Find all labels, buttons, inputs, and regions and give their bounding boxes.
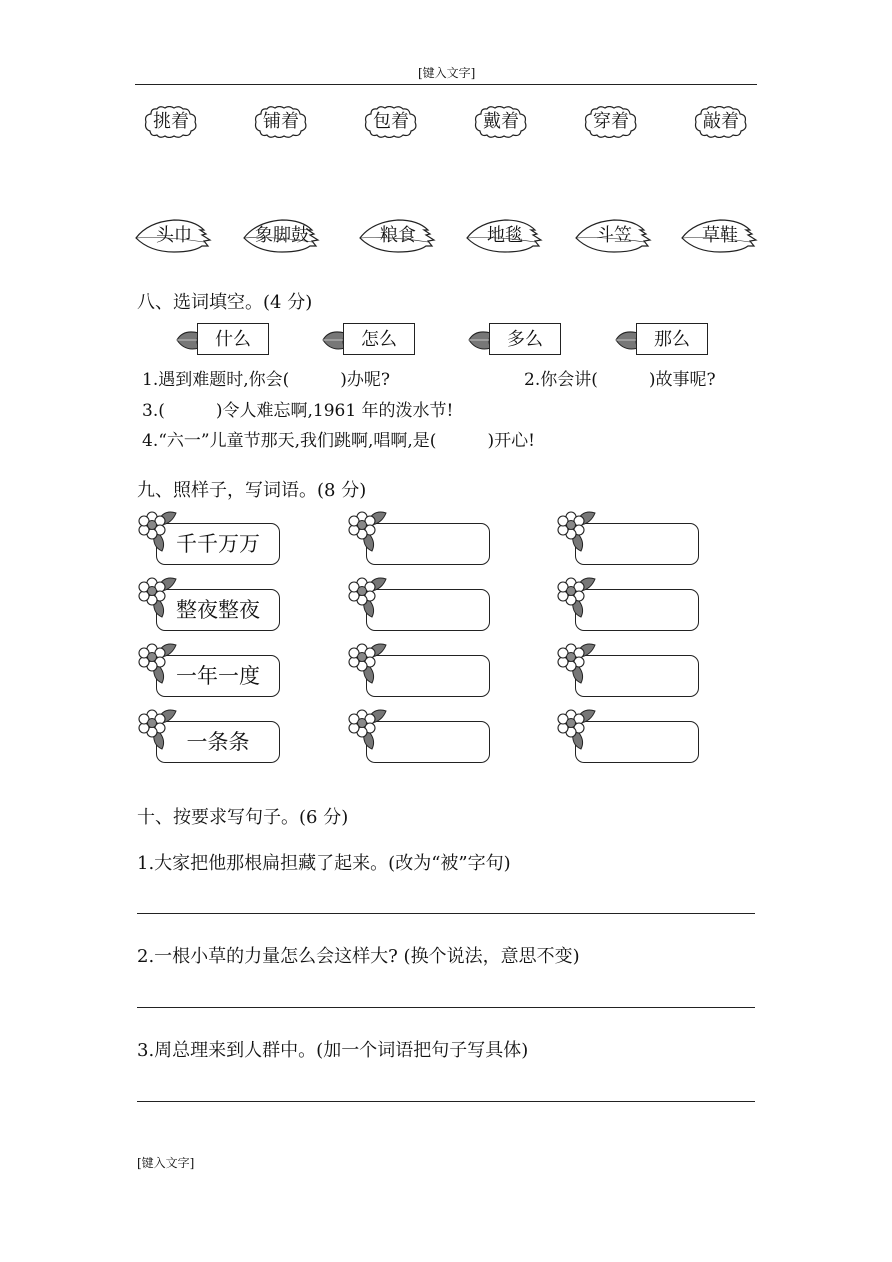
flower-icon <box>555 509 599 557</box>
verb-label: 包着 <box>373 111 409 132</box>
flower-icon <box>346 707 390 755</box>
verb-cloud[interactable] <box>473 106 529 138</box>
noun-leaf[interactable] <box>680 216 760 256</box>
flower-icon <box>346 509 390 557</box>
header-rule <box>135 84 757 85</box>
sentence-1: 1.大家把他那根扁担藏了起来。(改为“被”字句) <box>137 853 511 874</box>
section10-title: 十、按要求写句子。(6 分) <box>137 807 349 828</box>
verb-cloud[interactable] <box>143 106 199 138</box>
example-word-box: 一年一度 <box>156 655 280 697</box>
noun-leaf[interactable] <box>465 216 545 256</box>
flower-icon <box>555 641 599 689</box>
word-option[interactable]: 多么 <box>489 323 561 355</box>
word-option[interactable]: 怎么 <box>343 323 415 355</box>
section8-title: 八、选词填空。(4 分) <box>137 292 313 313</box>
word-option[interactable]: 那么 <box>636 323 708 355</box>
word-option[interactable]: 什么 <box>197 323 269 355</box>
noun-label: 斗笠 <box>596 225 632 246</box>
sentence-2: 2.一根小草的力量怎么会这样大? (换个说法，意思不变) <box>137 946 580 967</box>
flower-icon <box>136 575 180 623</box>
example-word-box: 整夜整夜 <box>156 589 280 631</box>
verb-label: 挑着 <box>153 111 189 132</box>
section8-q1: 1.遇到难题时,你会( )办呢? <box>142 370 391 390</box>
flower-icon <box>555 575 599 623</box>
flower-icon <box>136 641 180 689</box>
footer-text: [键入文字] <box>137 1156 195 1170</box>
verb-cloud[interactable] <box>253 106 309 138</box>
verb-label: 穿着 <box>593 111 629 132</box>
flower-icon <box>136 707 180 755</box>
noun-label: 地毯 <box>487 225 523 246</box>
flower-icon <box>346 575 390 623</box>
example-word-box: 一条条 <box>156 721 280 763</box>
noun-leaf[interactable] <box>574 216 654 256</box>
verb-cloud[interactable] <box>693 106 749 138</box>
noun-label: 粮食 <box>380 225 416 246</box>
verb-label: 戴着 <box>483 111 519 132</box>
noun-leaf[interactable] <box>358 216 438 256</box>
verb-cloud[interactable] <box>363 106 419 138</box>
noun-leaf[interactable] <box>242 216 322 256</box>
noun-label: 头巾 <box>156 225 192 246</box>
section9-title: 九、照样子，写词语。(8 分) <box>137 480 367 501</box>
section8-q2: 2.你会讲( )故事呢? <box>524 370 716 390</box>
answer-line-2[interactable] <box>137 1007 755 1008</box>
flower-icon <box>136 509 180 557</box>
verb-label: 铺着 <box>263 111 299 132</box>
noun-leaf[interactable] <box>134 216 214 256</box>
verb-label: 敲着 <box>703 111 739 132</box>
section8-q4: 4.“六一”儿童节那天,我们跳啊,唱啊,是( )开心! <box>142 431 535 451</box>
flower-icon <box>555 707 599 755</box>
sentence-3: 3.周总理来到人群中。(加一个词语把句子写具体) <box>137 1040 529 1061</box>
example-word-box: 千千万万 <box>156 523 280 565</box>
noun-label: 象脚鼓 <box>255 225 309 246</box>
verb-cloud[interactable] <box>583 106 639 138</box>
header-text: [键入文字] <box>418 66 476 80</box>
answer-line-1[interactable] <box>137 913 755 914</box>
noun-label: 草鞋 <box>702 225 738 246</box>
flower-icon <box>346 641 390 689</box>
answer-line-3[interactable] <box>137 1101 755 1102</box>
section8-q3: 3.( )令人难忘啊,1961 年的泼水节! <box>142 401 454 421</box>
